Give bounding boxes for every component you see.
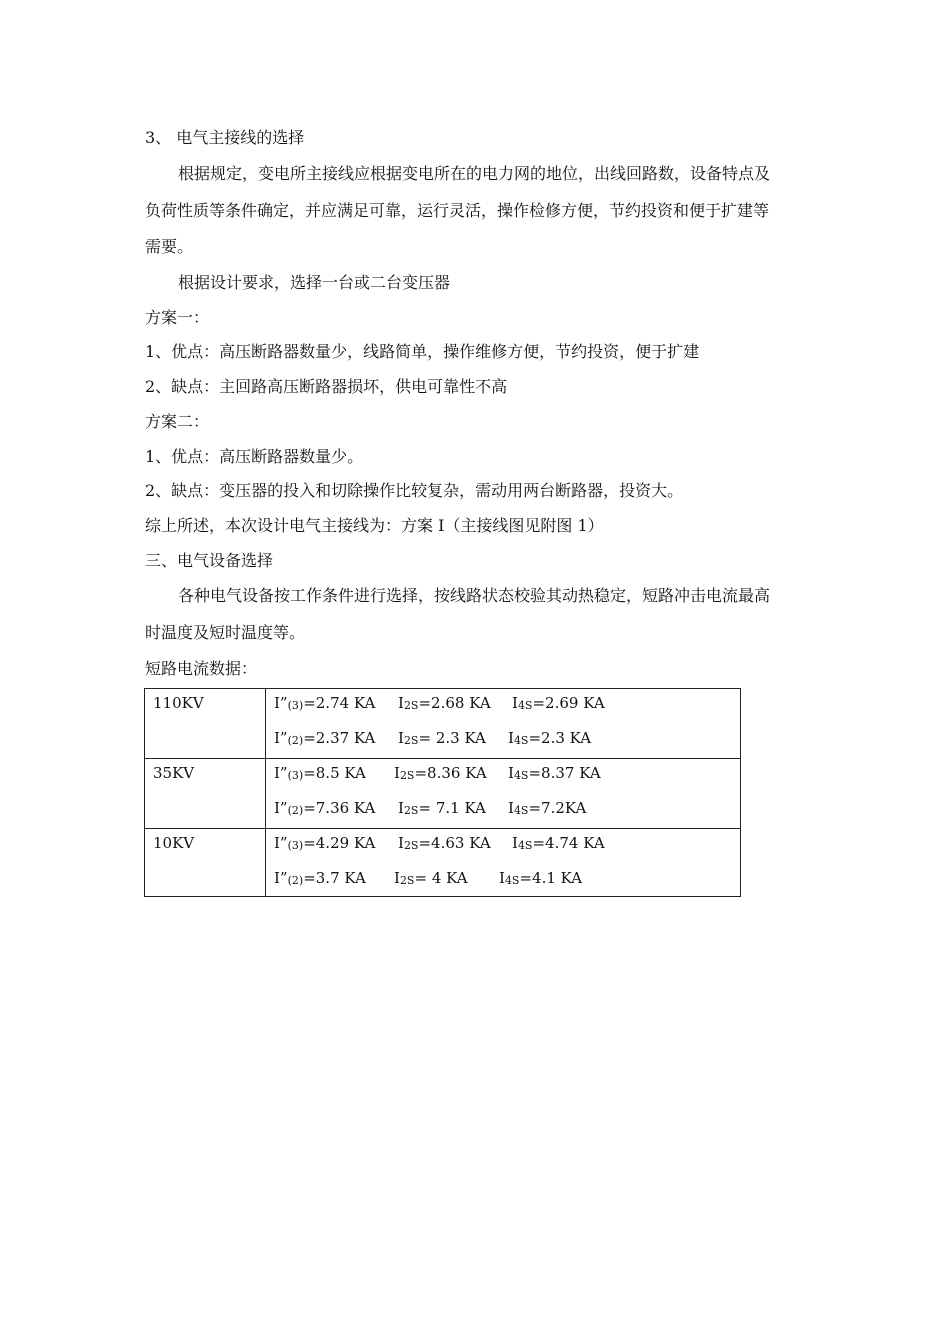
- current-initial: $I”_{(3)}=2.74$ KA: [274, 694, 376, 712]
- current-2s: $I_{2S}=2.68$ KA: [398, 694, 491, 712]
- paragraph-3-line-1: 各种电气设备按工作条件进行选择，按线路状态校验其动热稳定，短路冲击电流最高: [178, 586, 771, 605]
- current-2s: $I_{2S}= 2.3$ KA: [398, 729, 486, 747]
- voltage-label: 35KV: [153, 764, 195, 782]
- current-2s: $I_{2S}=8.36$ KA: [394, 764, 487, 782]
- current-initial: $I”_{(2)}=2.37$ KA: [274, 729, 376, 747]
- table-row: [145, 689, 740, 759]
- column-divider: [265, 689, 266, 758]
- current-4s: $I_{4S}=4.1$ KA: [499, 869, 583, 887]
- current-initial: $I”_{(3)}=4.29$ KA: [274, 834, 376, 852]
- section-equipment-selection: 三、电气设备选择: [145, 551, 274, 570]
- paragraph-1-line-2: 负荷性质等条件确定，并应满足可靠，运行灵活，操作检修方便，节约投资和便于扩建等: [145, 201, 770, 220]
- current-4s: $I_{4S}=7.2KA$: [508, 799, 587, 817]
- table-row: [145, 759, 740, 829]
- current-initial: $I”_{(3)}=8.5$ KA: [274, 764, 366, 782]
- scheme-2-disadvantage: 2、缺点：变压器的投入和切除操作比较复杂，需动用两台断路器，投资大。: [145, 481, 684, 500]
- scheme-1-title: 方案一：: [145, 308, 210, 327]
- paragraph-1-line-1: 根据规定，变电所主接线应根据变电所在的电力网的地位，出线回路数，设备特点及: [178, 164, 771, 183]
- current-initial: $I”_{(2)}=3.7$ KA: [274, 869, 366, 887]
- current-2s: $I_{2S}=4.63$ KA: [398, 834, 491, 852]
- current-4s: $I_{4S}=8.37$ KA: [508, 764, 601, 782]
- conclusion: 综上所述，本次设计电气主接线为：方案 I（主接线图见附图 1）: [145, 516, 604, 535]
- heading-main-wiring: 3、 电气主接线的选择: [145, 128, 305, 147]
- scheme-2-title: 方案二：: [145, 412, 210, 431]
- current-4s: $I_{4S}=2.3$ KA: [508, 729, 592, 747]
- current-2s: $I_{2S}= 4$ KA: [394, 869, 468, 887]
- column-divider: [265, 829, 266, 897]
- paragraph-3-line-2: 时温度及短时温度等。: [145, 623, 306, 642]
- short-circuit-current-table: [144, 688, 741, 897]
- table-row: [145, 829, 740, 897]
- current-4s: $I_{4S}=4.74$ KA: [512, 834, 605, 852]
- current-4s: $I_{4S}=2.69$ KA: [512, 694, 605, 712]
- current-initial: $I”_{(2)}=7.36$ KA: [274, 799, 376, 817]
- paragraph-2: 根据设计要求，选择一台或二台变压器: [178, 273, 451, 292]
- paragraph-1-line-3: 需要。: [145, 237, 194, 256]
- voltage-label: 110KV: [153, 694, 204, 712]
- scheme-1-disadvantage: 2、缺点：主回路高压断路器损坏，供电可靠性不高: [145, 377, 508, 396]
- column-divider: [265, 759, 266, 828]
- current-2s: $I_{2S}= 7.1$ KA: [398, 799, 486, 817]
- scheme-2-advantage: 1、优点：高压断路器数量少。: [145, 447, 364, 466]
- scheme-1-advantage: 1、优点：高压断路器数量少，线路简单，操作维修方便，节约投资，便于扩建: [145, 342, 700, 361]
- table-caption: 短路电流数据：: [145, 659, 258, 678]
- voltage-label: 10KV: [153, 834, 195, 852]
